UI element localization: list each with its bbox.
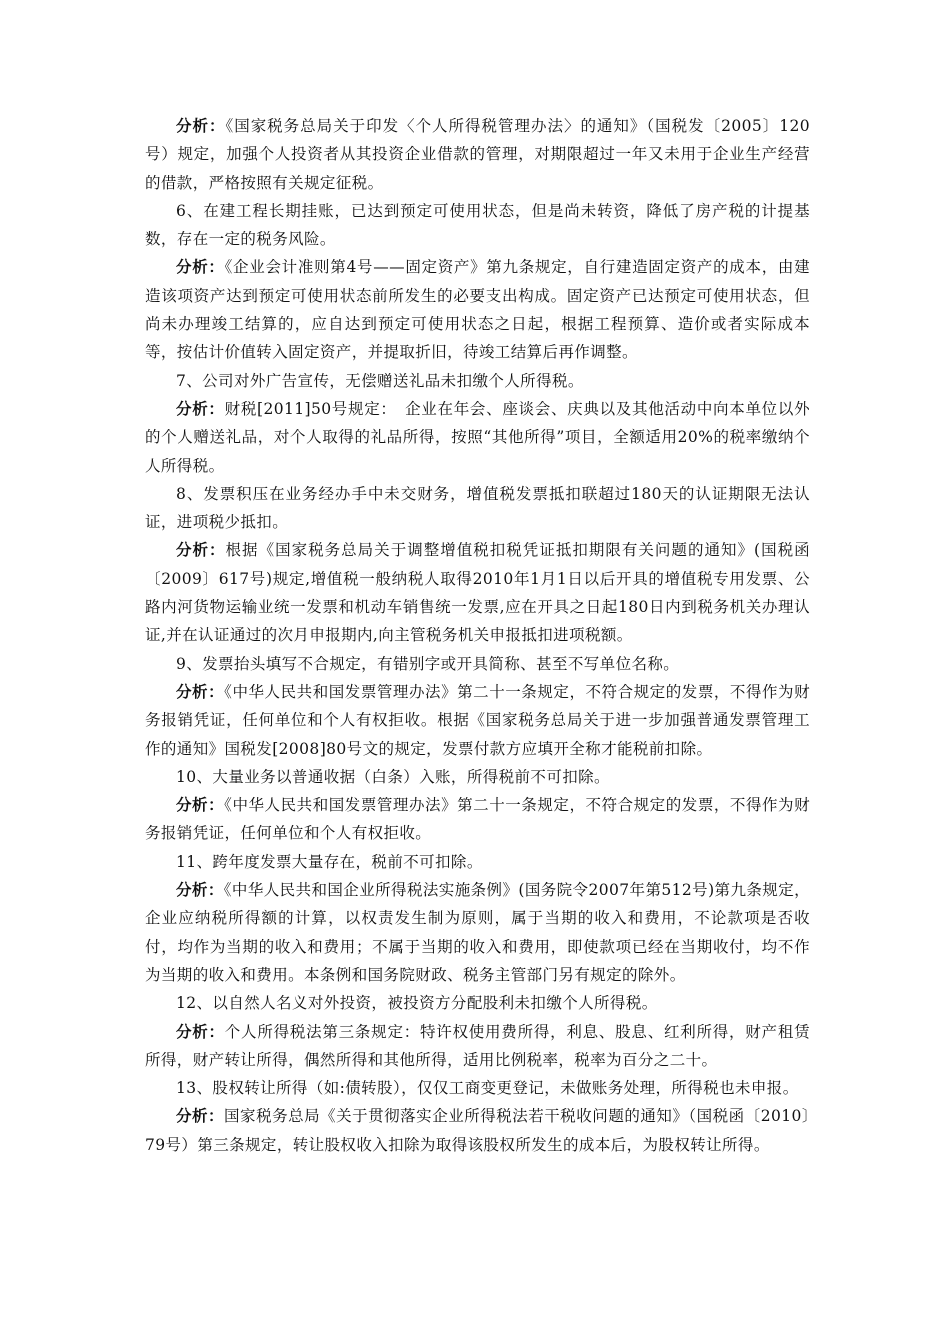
paragraph-text: 国家税务总局《关于贯彻落实企业所得税法若干税收问题的通知》（国税函〔2010〕79号）第三条规定，转让股权收入扣除为取得该股权所发生的成本后，为股权转让所得。 <box>145 1107 810 1154</box>
paragraph-text: 《国家税务总局关于印发〈个人所得税管理办法〉的通知》（国税发〔2005〕120号）规定，加强个人投资者从其投资企业借款的管理，对期限超过一年又未用于企业生产经营的借款，严格按照有关规定征税。 <box>145 117 810 192</box>
analysis-label: 分析： <box>176 116 226 135</box>
paragraph-text: 根据《国家税务总局关于调整增值税扣税凭证抵扣期限有关问题的通知》(国税函〔2009〕617号)规定,增值税一般纳税人取得2010年1月1日以后开具的增值税专用发票、公路内河货物运输业统一发票和机动车销售统一发票,应在开具之日起180日内到税务机关办理认证,并在认证通过的次月申报期内,向主管税务机关申报抵扣进项税额。 <box>145 541 810 645</box>
item-paragraph <box>145 848 810 876</box>
paragraph-text: 7、公司对外广告宣传，无偿赠送礼品未扣缴个人所得税。 <box>176 371 584 390</box>
paragraph-text: 8、发票积压在业务经办手中未交财务，增值税发票抵扣联超过180天的认证期限无法认证，进项税少抵扣。 <box>145 484 810 532</box>
analysis-paragraph <box>145 678 810 763</box>
analysis-paragraph <box>145 395 810 480</box>
analysis-paragraph <box>145 253 810 366</box>
analysis-label: 分析： <box>176 1021 225 1041</box>
analysis-label: 分析： <box>176 795 225 815</box>
item-paragraph <box>145 650 810 678</box>
item-paragraph <box>145 1074 810 1102</box>
paragraph-text: 11、跨年度发票大量存在，税前不可扣除。 <box>176 852 483 871</box>
item-paragraph <box>145 989 810 1017</box>
analysis-paragraph <box>145 1102 810 1159</box>
paragraph-text: 财税[2011]50号规定： 企业在年会、座谈会、庆典以及其他活动中向本单位以外的个人赠送礼品，对个人取得的礼品所得，按照“其他所得”项目，全额适用20%的税率缴纳个人所得税。 <box>145 399 810 475</box>
analysis-label: 分析： <box>176 880 224 900</box>
analysis-paragraph <box>145 791 810 848</box>
paragraph-text: 13、股权转让所得（如:债转股），仅仅工商变更登记，未做账务处理，所得税也未申报。 <box>176 1079 799 1098</box>
analysis-paragraph <box>145 536 810 649</box>
analysis-paragraph <box>145 112 810 197</box>
analysis-label: 分析： <box>176 257 225 277</box>
paragraph-text: 《中华人民共和国发票管理办法》第二十一条规定，不符合规定的发票，不得作为财务报销凭证，任何单位和个人有权拒收。 <box>145 796 811 843</box>
paragraph-text: 《中华人民共和国发票管理办法》第二十一条规定，不符合规定的发票，不得作为财务报销凭证，任何单位和个人有权拒收。根据《国家税务总局关于进一步加强普通发票管理工作的通知》国税发[2008]80号文的规定，发票付款方应填开全称才能税前扣除。 <box>145 682 811 758</box>
item-paragraph <box>145 367 810 395</box>
paragraph-text: 《中华人民共和国企业所得税法实施条例》(国务院令2007年第512号)第九条规定，企业应纳税所得额的计算，以权责发生制为原则，属于当期的收入和费用，不论款项是否收付，均作为当期的收入和费用；不属于当期的收入和费用，即使款项已经在当期收付，均不作为当期的收入和费用。本条例和国务院财政、税务主管部门另有规定的除外。 <box>145 881 811 984</box>
analysis-label: 分析： <box>176 540 226 560</box>
paragraph-text: 个人所得税法第三条规定：特许权使用费所得，利息、股息、红利所得，财产租赁所得，财产转让所得，偶然所得和其他所得，适用比例税率，税率为百分之二十。 <box>145 1022 810 1069</box>
analysis-label: 分析： <box>176 681 225 701</box>
analysis-paragraph <box>145 876 810 989</box>
analysis-paragraph <box>145 1018 810 1075</box>
analysis-label: 分析： <box>176 398 225 418</box>
item-paragraph <box>145 197 810 254</box>
paragraph-text: 12、以自然人名义对外投资，被投资方分配股利未扣缴个人所得税。 <box>176 994 658 1013</box>
paragraph-text: 9、发票抬头填写不合规定，有错别字或开具简称、甚至不写单位名称。 <box>176 654 680 673</box>
item-paragraph <box>145 480 810 537</box>
paragraph-text: 10、大量业务以普通收据（白条）入账，所得税前不可扣除。 <box>176 767 610 786</box>
document-body <box>145 112 810 1159</box>
paragraph-text: 《企业会计准则第4号——固定资产》第九条规定，自行建造固定资产的成本，由建造该项资产达到预定可使用状态前所发生的必要支出构成。固定资产已达预定可使用状态，但尚未办理竣工结算的，应自达到预定可使用状态之日起，根据工程预算、造价或者实际成本等，按估计价值转入固定资产，并提取折旧，待竣工结算后再作调整。 <box>145 258 811 362</box>
item-paragraph <box>145 763 810 791</box>
analysis-label: 分析： <box>176 1106 225 1126</box>
paragraph-text: 6、在建工程长期挂账，已达到预定可使用状态，但是尚未转资，降低了房产税的计提基数，存在一定的税务风险。 <box>145 201 810 249</box>
